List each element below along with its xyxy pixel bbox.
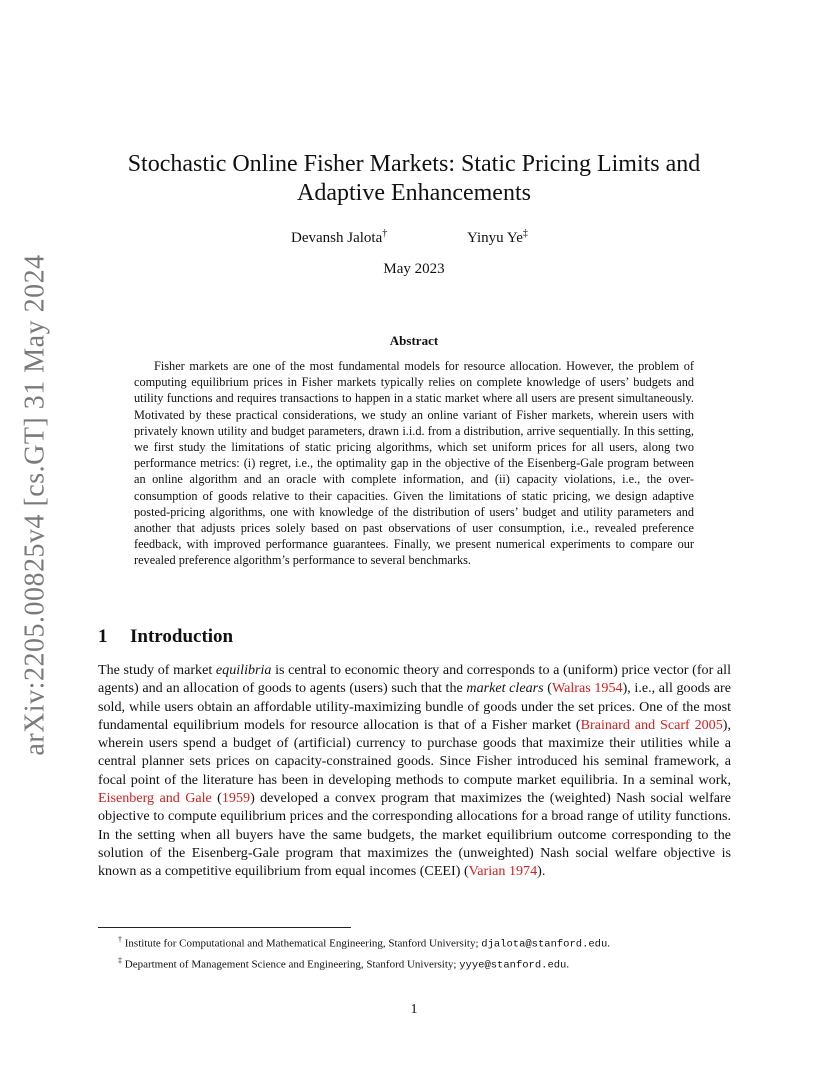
text-run: ( xyxy=(543,680,552,697)
email-link-ye[interactable]: yyye@stanford.edu xyxy=(459,959,567,972)
author-mark: ‡ xyxy=(522,228,528,239)
text-run: The study of market xyxy=(98,662,216,678)
text-run: ), wherein users spend a budget of (artificial) currency to purchase goods that maximize their utilities while a central planner sets prices on capacity-constrained goods. Since Fisher introduced his seminal framework, a focal point of the literature has been in developing methods to compute market equilibria. In a seminal work, xyxy=(98,716,731,788)
email-link-jalota[interactable]: djalota@stanford.edu xyxy=(481,938,608,951)
text-run: is central to economic theory and corresponds to a (uniform) price vector (for all agents) and an allocation of goods to agents (users) such that the xyxy=(98,662,731,697)
emphasis-equilibria: equilibria xyxy=(215,662,272,678)
footnote-affiliation-jalota xyxy=(118,932,738,953)
footnote-text: Institute for Computational and Mathematical Engineering, Stanford University; xyxy=(124,937,482,950)
text-run: ). xyxy=(537,863,546,880)
footnote-affiliation-ye xyxy=(118,953,738,974)
emphasis-market-clears: market clears xyxy=(466,680,544,697)
citation-link-walras[interactable]: Walras 1954 xyxy=(551,680,623,697)
footnote-mark: † xyxy=(118,935,122,944)
author-ye xyxy=(467,228,528,247)
text-run: ( xyxy=(211,790,222,807)
author-name: Yinyu Ye xyxy=(467,230,523,246)
abstract-text: Fisher markets are one of the most fundamental models for resource allocation. However, the problem of computing equilibrium prices in Fisher markets typically relies on complete knowledge of users’ budgets and utility functions and requires transactions to happen in a static market where all users are present simultaneously. Motivated by these practical considerations, we study an online variant of Fisher markets, wherein users with privately known utility and budget parameters, drawn i.i.d. from a distribution, arrive sequentially. In this setting, we first study the limitations of static pricing algorithms, which set uniform prices for all users, along two performance metrics: (i) regret, i.e., the optimality gap in the objective of the Eisenberg-Gale program between an online algorithm and an oracle with complete information, and (ii) capacity violations, i.e., the over-consumption of goods relative to their capacities. Given the limitations of static pricing, we design adaptive posted-pricing algorithms, one with knowledge of the distribution of users’ budget and utility parameters and another that adjusts prices solely based on past observations of user consumption, i.e., revealed preference feedback, with improved performance guarantees. Finally, we present numerical experiments to compare our revealed preference algorithm’s performance to several benchmarks. xyxy=(134,359,694,568)
publication-date: May 2023 xyxy=(383,261,445,277)
footnote-end: . xyxy=(607,937,611,950)
author-jalota xyxy=(291,228,387,247)
footnote-end: . xyxy=(566,958,570,971)
section-number: 1 xyxy=(98,626,108,647)
author-mark: † xyxy=(382,228,388,239)
footnote-text: Department of Management Science and Engineering, Stanford University; xyxy=(124,958,460,971)
arxiv-identifier-text: arXiv:2205.00825v4 [cs.GT] 31 May 2024 xyxy=(20,254,51,756)
footnotes xyxy=(118,932,738,973)
footnote-mark: ‡ xyxy=(118,955,122,965)
citation-link-brainard-scarf[interactable]: Brainard and Scarf 2005 xyxy=(580,716,723,733)
citation-link-eisenberg-gale[interactable]: Eisenberg and Gale xyxy=(98,790,212,807)
title-line-1: Stochastic Online Fisher Markets: Static Pricing Limits and xyxy=(127,151,701,177)
text-run: ) developed a convex program that maximizes the (weighted) Nash social welfare objective to compute equilibrium prices and the corresponding allocations for a broad range of utility functions. In the setting when all buyers have the same budgets, the market equilibrium outcome corresponding to the solution of the Eisenberg-Gale program that maximizes the (unweighted) Nash social welfare objective is known as a competitive equilibrium from equal incomes (CEEI) ( xyxy=(98,790,731,880)
text-run: ), i.e., all goods are sold, while users obtain an affordable utility-maximizing bundle of goods under the set prices. One of the most fundamental equilibrium models for resource allocation is that of a Fisher market ( xyxy=(98,680,732,733)
section-title: Introduction xyxy=(130,626,234,647)
citation-link-eisenberg-gale-year[interactable]: 1959 xyxy=(221,790,251,807)
author-name: Devansh Jalota xyxy=(291,230,383,246)
footnote-divider xyxy=(98,927,351,928)
paper-title xyxy=(100,150,728,208)
citation-link-varian[interactable]: Varian 1974 xyxy=(468,863,538,880)
introduction-paragraph xyxy=(98,661,731,881)
title-line-2: Adaptive Enhancements xyxy=(297,180,531,206)
section-heading-introduction xyxy=(98,626,233,648)
abstract-heading: Abstract xyxy=(389,333,439,348)
page-number: 1 xyxy=(410,1002,418,1017)
